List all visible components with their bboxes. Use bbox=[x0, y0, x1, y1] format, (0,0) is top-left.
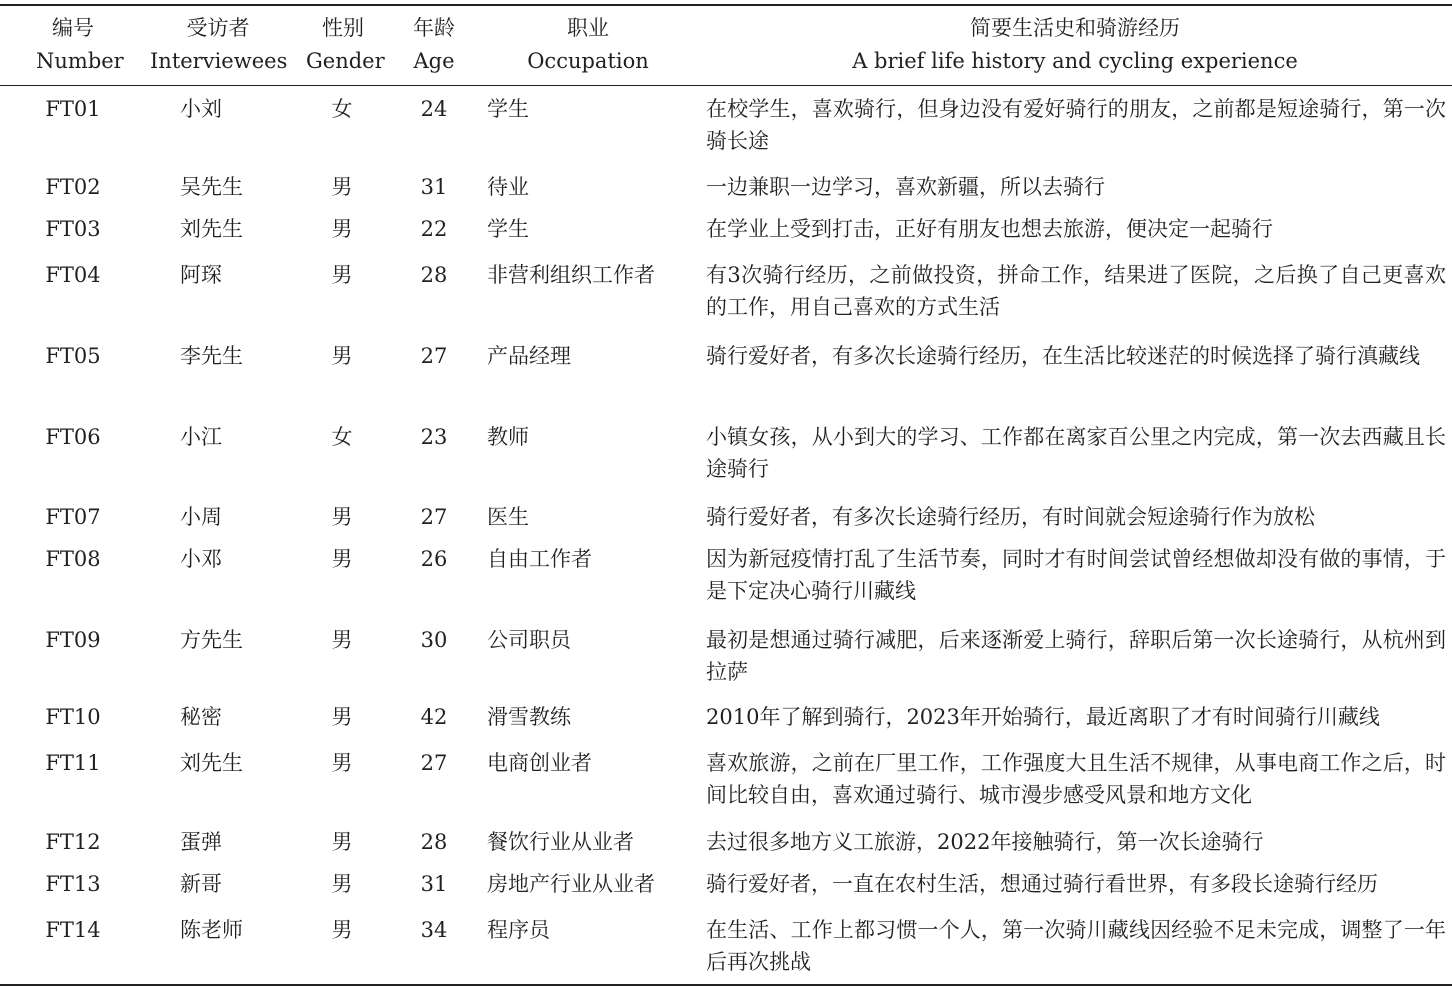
row-age: 24 bbox=[420, 97, 448, 121]
row-gender: 男 bbox=[331, 217, 353, 241]
row-life-history: 一边兼职一边学习，喜欢新疆，所以去骑行 bbox=[706, 175, 1105, 199]
header-age-en: Age bbox=[413, 49, 455, 73]
row-occupation: 待业 bbox=[487, 175, 529, 199]
row-number: FT11 bbox=[45, 751, 101, 775]
header-number-zh: 编号 bbox=[52, 16, 94, 40]
row-interviewee: 小邓 bbox=[180, 547, 222, 571]
header-interviewees-en: Interviewees bbox=[150, 49, 288, 73]
row-interviewee: 新哥 bbox=[180, 872, 222, 896]
row-age: 26 bbox=[420, 547, 448, 571]
row-gender: 男 bbox=[331, 344, 353, 368]
row-number: FT09 bbox=[45, 628, 101, 652]
row-number: FT05 bbox=[45, 344, 101, 368]
row-life-history: 骑行爱好者，有多次长途骑行经历，在生活比较迷茫的时候选择了骑行滇藏线 bbox=[706, 344, 1420, 368]
row-occupation: 非营利组织工作者 bbox=[487, 263, 655, 287]
row-number: FT07 bbox=[45, 505, 101, 529]
row-age: 31 bbox=[420, 872, 448, 896]
row-interviewee: 小江 bbox=[180, 425, 222, 449]
row-gender: 男 bbox=[331, 175, 353, 199]
row-interviewee: 小刘 bbox=[180, 97, 222, 121]
header-life-history-en: A brief life history and cycling experience bbox=[852, 49, 1298, 73]
row-number: FT12 bbox=[45, 830, 101, 854]
row-interviewee: 陈老师 bbox=[180, 918, 243, 942]
row-gender: 男 bbox=[331, 751, 353, 775]
row-life-history: 小镇女孩，从小到大的学习、工作都在离家百公里之内完成，第一次去西藏且长途骑行 bbox=[706, 425, 1446, 481]
row-life-history: 在校学生，喜欢骑行，但身边没有爱好骑行的朋友，之前都是短途骑行，第一次骑长途 bbox=[706, 97, 1446, 153]
row-occupation: 餐饮行业从业者 bbox=[487, 830, 634, 854]
header-life-history-zh: 简要生活史和骑游经历 bbox=[970, 16, 1180, 40]
row-occupation: 学生 bbox=[487, 97, 529, 121]
row-number: FT06 bbox=[45, 425, 101, 449]
row-gender: 男 bbox=[331, 628, 353, 652]
row-interviewee: 蛋弹 bbox=[180, 830, 222, 854]
row-gender: 男 bbox=[331, 705, 353, 729]
row-age: 42 bbox=[420, 705, 448, 729]
row-life-history: 喜欢旅游，之前在厂里工作，工作强度大且生活不规律，从事电商工作之后，时间比较自由，喜欢通过骑行、城市漫步感受风景和地方文化 bbox=[706, 751, 1446, 807]
row-age: 30 bbox=[420, 628, 448, 652]
row-gender: 男 bbox=[331, 547, 353, 571]
row-occupation: 公司职员 bbox=[487, 628, 571, 652]
row-occupation: 程序员 bbox=[487, 918, 550, 942]
header-occupation-en: Occupation bbox=[527, 49, 649, 73]
row-age: 31 bbox=[420, 175, 448, 199]
row-occupation: 教师 bbox=[487, 425, 529, 449]
row-number: FT02 bbox=[45, 175, 101, 199]
row-number: FT08 bbox=[45, 547, 101, 571]
row-life-history: 最初是想通过骑行减肥，后来逐渐爱上骑行，辞职后第一次长途骑行，从杭州到拉萨 bbox=[706, 628, 1446, 684]
row-life-history: 有3次骑行经历，之前做投资，拼命工作，结果进了医院，之后换了自己更喜欢的工作，用自己喜欢的方式生活 bbox=[706, 263, 1446, 319]
row-age: 28 bbox=[420, 263, 448, 287]
row-interviewee: 秘密 bbox=[180, 705, 222, 729]
header-gender-zh: 性别 bbox=[322, 16, 364, 40]
row-interviewee: 阿琛 bbox=[180, 263, 222, 287]
row-life-history: 在学业上受到打击，正好有朋友也想去旅游，便决定一起骑行 bbox=[706, 217, 1273, 241]
header-occupation-zh: 职业 bbox=[567, 16, 609, 40]
row-gender: 男 bbox=[331, 830, 353, 854]
row-interviewee: 刘先生 bbox=[180, 217, 243, 241]
row-interviewee: 小周 bbox=[180, 505, 222, 529]
row-age: 34 bbox=[420, 918, 448, 942]
row-number: FT13 bbox=[45, 872, 101, 896]
row-age: 27 bbox=[420, 344, 448, 368]
row-gender: 女 bbox=[331, 97, 353, 121]
header-interviewees-zh: 受访者 bbox=[186, 16, 250, 40]
row-gender: 男 bbox=[331, 263, 353, 287]
row-age: 27 bbox=[420, 751, 448, 775]
table-bottom-rule bbox=[0, 984, 1452, 986]
row-life-history: 因为新冠疫情打乱了生活节奏，同时才有时间尝试曾经想做却没有做的事情，于是下定决心骑行川藏线 bbox=[706, 547, 1446, 603]
row-number: FT14 bbox=[45, 918, 101, 942]
row-life-history: 2010年了解到骑行，2023年开始骑行，最近离职了才有时间骑行川藏线 bbox=[706, 705, 1380, 729]
row-occupation: 滑雪教练 bbox=[487, 705, 571, 729]
header-gender-en: Gender bbox=[306, 49, 385, 73]
row-life-history: 去过很多地方义工旅游，2022年接触骑行，第一次长途骑行 bbox=[706, 830, 1264, 854]
header-number-en: Number bbox=[36, 49, 124, 73]
row-interviewee: 李先生 bbox=[180, 344, 243, 368]
row-occupation: 电商创业者 bbox=[487, 751, 592, 775]
row-number: FT04 bbox=[45, 263, 101, 287]
row-occupation: 学生 bbox=[487, 217, 529, 241]
header-age-zh: 年龄 bbox=[413, 16, 455, 40]
row-age: 28 bbox=[420, 830, 448, 854]
row-occupation: 产品经理 bbox=[487, 344, 571, 368]
row-occupation: 医生 bbox=[487, 505, 529, 529]
row-age: 27 bbox=[420, 505, 448, 529]
row-number: FT03 bbox=[45, 217, 101, 241]
row-interviewee: 刘先生 bbox=[180, 751, 243, 775]
row-age: 23 bbox=[420, 425, 448, 449]
row-life-history: 骑行爱好者，一直在农村生活，想通过骑行看世界，有多段长途骑行经历 bbox=[706, 872, 1378, 896]
row-age: 22 bbox=[420, 217, 448, 241]
row-number: FT10 bbox=[45, 705, 101, 729]
row-gender: 女 bbox=[331, 425, 353, 449]
row-life-history: 骑行爱好者，有多次长途骑行经历，有时间就会短途骑行作为放松 bbox=[706, 505, 1315, 529]
row-occupation: 自由工作者 bbox=[487, 547, 592, 571]
row-gender: 男 bbox=[331, 918, 353, 942]
row-gender: 男 bbox=[331, 872, 353, 896]
row-interviewee: 吴先生 bbox=[180, 175, 243, 199]
row-gender: 男 bbox=[331, 505, 353, 529]
row-life-history: 在生活、工作上都习惯一个人，第一次骑川藏线因经验不足未完成，调整了一年后再次挑战 bbox=[706, 918, 1446, 974]
row-interviewee: 方先生 bbox=[180, 628, 243, 652]
row-occupation: 房地产行业从业者 bbox=[487, 872, 655, 896]
row-number: FT01 bbox=[45, 97, 101, 121]
